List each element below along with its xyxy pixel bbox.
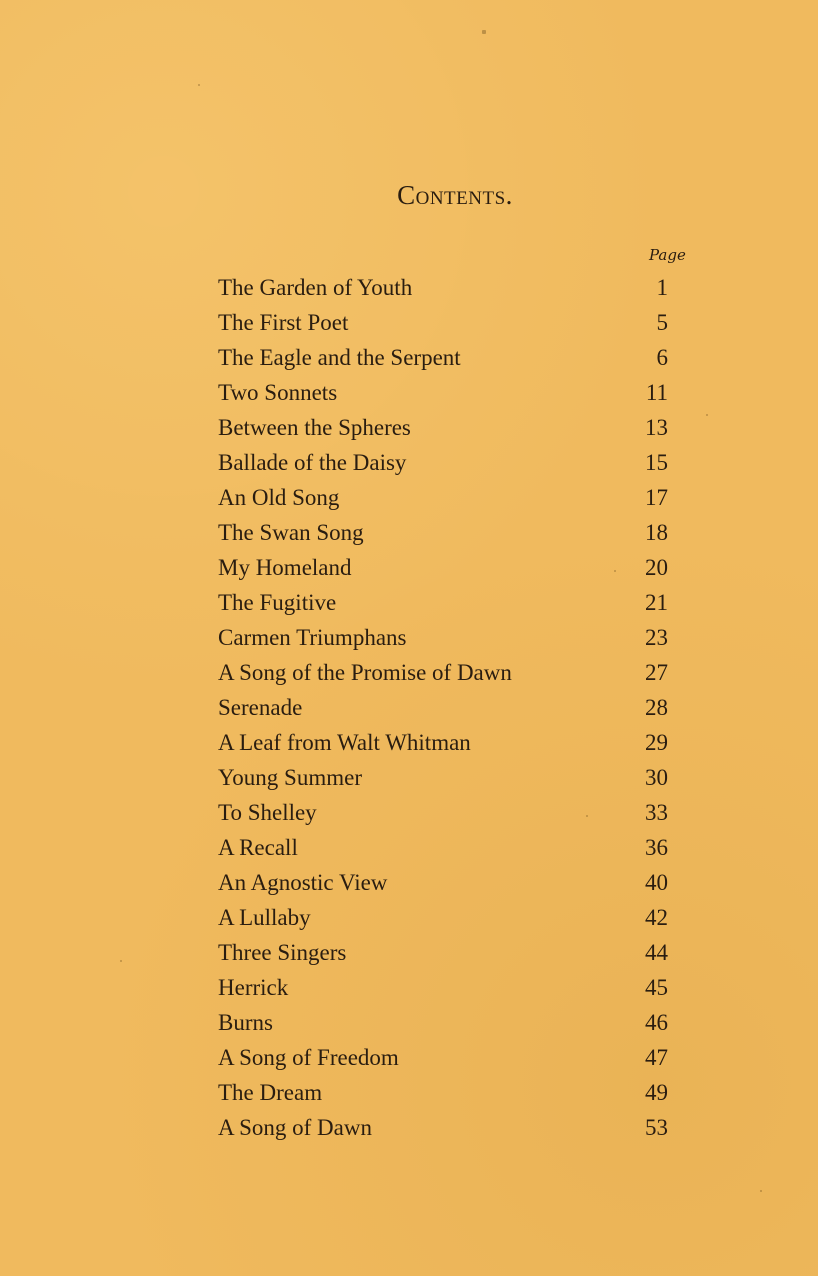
toc-entry — [218, 970, 678, 1005]
toc-entry-title: To Shelley — [218, 799, 317, 825]
toc-entry — [218, 935, 678, 970]
toc-entry — [218, 690, 678, 725]
toc-entry-title: A Song of Dawn — [218, 1114, 372, 1140]
toc-entry — [218, 445, 678, 480]
toc-entry-title: My Homeland — [218, 554, 352, 580]
toc-entry-title: A Lullaby — [218, 904, 311, 930]
toc-entry-page: 1 — [656, 274, 668, 300]
toc-entry-title: A Song of the Promise of Dawn — [218, 659, 512, 685]
toc-entry-title: Burns — [218, 1009, 273, 1035]
toc-entry-title: An Agnostic View — [218, 869, 388, 895]
toc-entry — [218, 410, 678, 445]
toc-entry-page: 21 — [645, 589, 668, 615]
toc-entry — [218, 1005, 678, 1040]
toc-entry-title: Herrick — [218, 974, 289, 1000]
toc-entry-title: The Fugitive — [218, 589, 337, 615]
toc-entry — [218, 480, 678, 515]
toc-entry — [218, 620, 678, 655]
toc-entry — [218, 270, 678, 305]
toc-entry-title: A Leaf from Walt Whitman — [218, 729, 471, 755]
toc-entry-page: 5 — [656, 309, 668, 335]
toc-entry-title: The First Poet — [218, 309, 349, 335]
toc-entry-page: 33 — [645, 799, 668, 825]
toc-entry — [218, 375, 678, 410]
paper-speck — [760, 1190, 762, 1192]
toc-entry-page: 18 — [645, 519, 668, 545]
toc-entry — [218, 1040, 678, 1075]
toc-entry-title: A Song of Freedom — [218, 1044, 399, 1070]
toc-entry-page: 53 — [645, 1114, 668, 1140]
toc-entry-page: 11 — [645, 379, 668, 405]
toc-entry — [218, 585, 678, 620]
toc-entry — [218, 305, 678, 340]
toc-entry-title: The Eagle and the Serpent — [218, 344, 461, 370]
toc-entry-title: Three Singers — [218, 939, 347, 965]
paper-speck — [198, 84, 200, 86]
toc-entry — [218, 795, 678, 830]
toc-entry-page: 15 — [645, 449, 668, 475]
toc-entry-title: Two Sonnets — [218, 379, 338, 405]
toc-entry — [218, 830, 678, 865]
toc-entry — [218, 655, 678, 690]
table-of-contents — [218, 270, 678, 1145]
toc-entry — [218, 760, 678, 795]
toc-entry-title: The Swan Song — [218, 519, 364, 545]
paper-speck — [706, 414, 708, 416]
toc-entry-page: 17 — [645, 484, 668, 510]
toc-entry-page: 30 — [645, 764, 668, 790]
toc-entry — [218, 515, 678, 550]
toc-entry-page: 47 — [645, 1044, 668, 1070]
toc-entry-title: Ballade of the Daisy — [218, 449, 407, 475]
toc-entry-page: 40 — [645, 869, 668, 895]
toc-entry-title: A Recall — [218, 834, 298, 860]
toc-entry-title: Serenade — [218, 694, 303, 720]
toc-entry-page: 29 — [645, 729, 668, 755]
toc-entry-title: Carmen Triumphans — [218, 624, 407, 650]
toc-entry — [218, 1110, 678, 1145]
toc-entry-title: An Old Song — [218, 484, 340, 510]
toc-entry — [218, 900, 678, 935]
paper-speck — [120, 960, 122, 962]
toc-entry-title: The Garden of Youth — [218, 274, 413, 300]
toc-entry-page: 6 — [656, 344, 668, 370]
toc-entry-page: 45 — [645, 974, 668, 1000]
toc-entry-page: 46 — [645, 1009, 668, 1035]
toc-entry — [218, 725, 678, 760]
toc-entry-page: 28 — [645, 694, 668, 720]
toc-entry-page: 27 — [645, 659, 668, 685]
toc-entry — [218, 865, 678, 900]
page-column-label: Page — [649, 246, 686, 264]
toc-entry-page: 20 — [645, 554, 668, 580]
toc-entry-title: Between the Spheres — [218, 414, 411, 440]
toc-entry-page: 13 — [645, 414, 668, 440]
toc-entry-page: 42 — [645, 904, 668, 930]
toc-entry — [218, 550, 678, 585]
toc-entry-page: 49 — [645, 1079, 668, 1105]
toc-entry-title: The Dream — [218, 1079, 323, 1105]
page-title: Contents. — [397, 180, 513, 210]
toc-entry-page: 36 — [645, 834, 668, 860]
paper-speck — [482, 30, 486, 34]
toc-entry-page: 44 — [645, 939, 668, 965]
toc-entry — [218, 340, 678, 375]
toc-entry-page: 23 — [645, 624, 668, 650]
toc-entry-title: Young Summer — [218, 764, 362, 790]
toc-entry — [218, 1075, 678, 1110]
